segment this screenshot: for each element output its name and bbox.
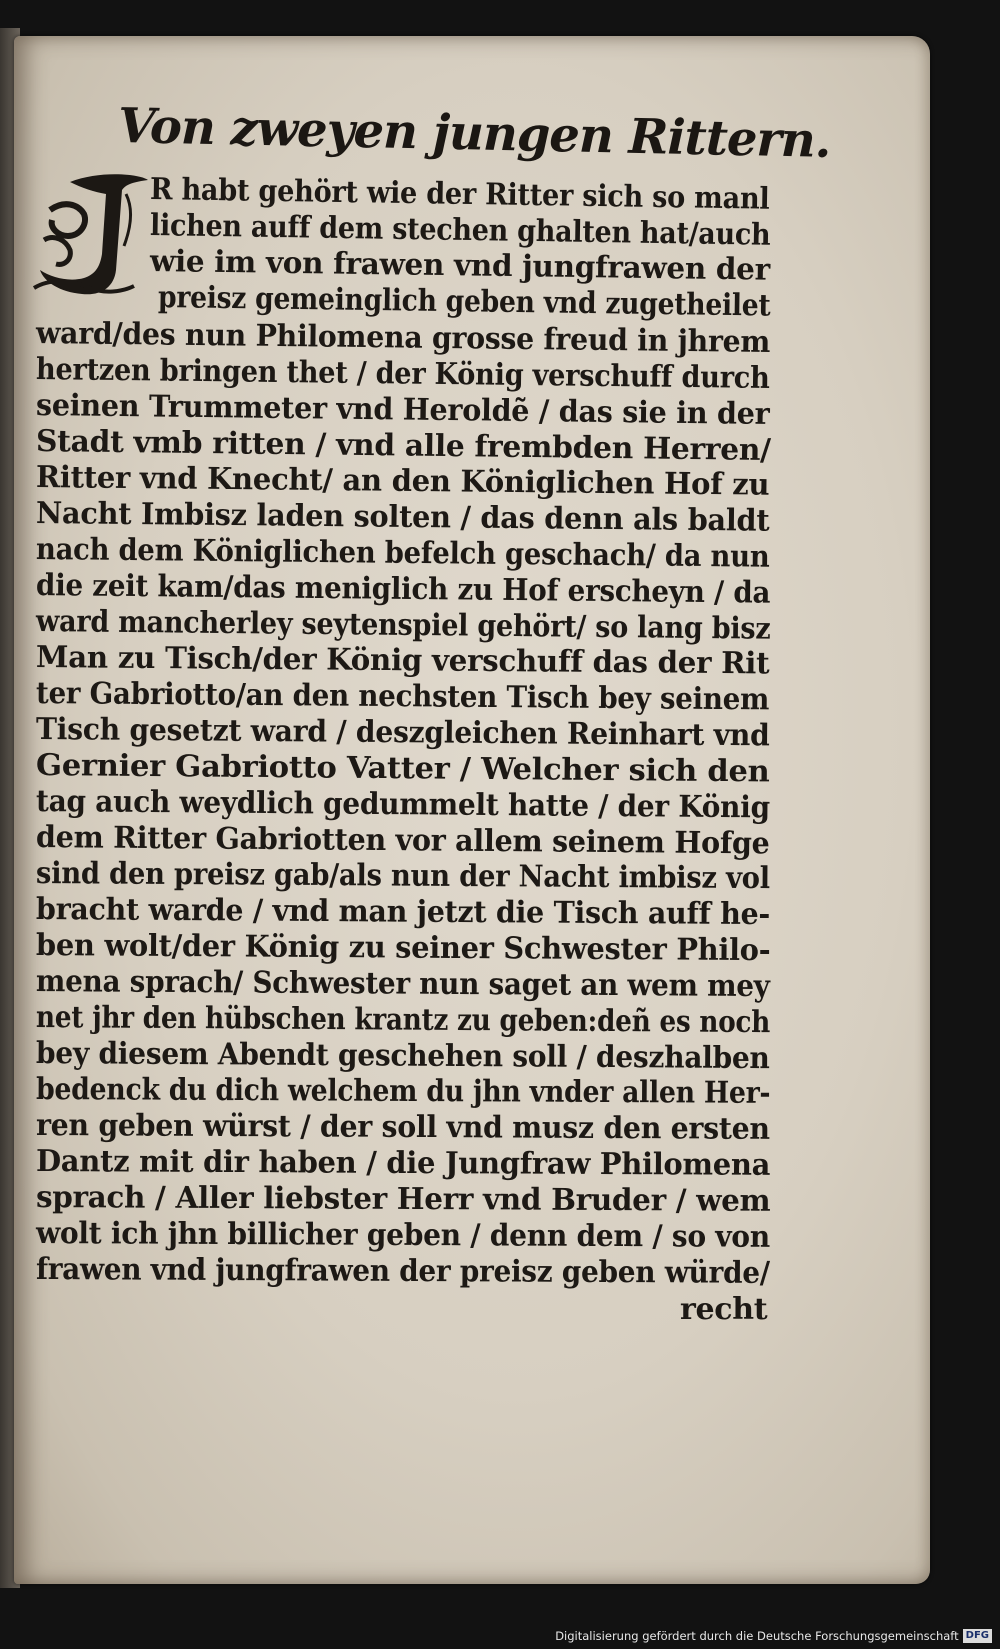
text-line: hertzen bringen thet / der König verschuff durch <box>35 352 770 396</box>
dfg-logo: DFG <box>963 1629 992 1643</box>
text-line: seinen Trummeter vnd Heroldẽ / das sie in der <box>35 388 770 432</box>
text-line: bracht warde / vnd man jetzt die Tisch auff he- <box>35 892 771 933</box>
chapter-heading: Von zweyen jungen Rittern. <box>117 98 831 169</box>
text-line: lichen auff dem stechen ghalten hat/auch <box>149 208 771 253</box>
text-line: bedenck du dich welchem du jhn vnder allen Her- <box>35 1072 771 1111</box>
text-line: Dantz mit dir haben / die Jungfraw Philomena <box>35 1144 771 1183</box>
text-line: bey diesem Abendt geschehen soll / deszhalben <box>35 1036 770 1077</box>
text-line: wie im von frawen vnd jungfrawen der <box>149 244 771 288</box>
text-line: sind den preisz gab/als nun der Nacht imbisz vol <box>35 856 770 897</box>
text-line: ward/des nun Philomena grosse freud in jhrem <box>35 316 771 360</box>
text-line: preisz gemeinglich geben vnd zugetheilet <box>157 280 771 324</box>
text-line: Tisch gesetzt ward / deszgleichen Reinhart vnd <box>35 712 770 754</box>
text-line: die zeit kam/das meniglich zu Hof erscheyn / da <box>35 568 771 611</box>
text-line: Ritter vnd Knecht/ an den Königlichen Hof zu <box>35 460 770 503</box>
text-line: ter Gabriotto/an den nechsten Tisch bey seinem <box>35 676 770 718</box>
text-line: ward mancherley seytenspiel gehört/ so lang bisz <box>35 604 771 647</box>
text-line: dem Ritter Gabriotten vor allem seinem Hofge <box>35 820 770 862</box>
text-line: ben wolt/der König zu seiner Schwester Philo- <box>35 928 771 969</box>
text-line: Man zu Tisch/der König verschuff das der Rit <box>35 640 770 682</box>
text-line: sprach / Aller liebster Herr vnd Bruder / wem <box>35 1180 771 1219</box>
catchword: recht <box>680 1292 768 1327</box>
text-line: ren geben würst / der soll vnd musz den ersten <box>35 1108 770 1147</box>
text-line: net jhr den hübschen krantz zu geben:deñ es noch <box>35 1000 771 1041</box>
text-line: frawen vnd jungfrawen der preisz geben würde/ <box>35 1252 770 1291</box>
text-line: nach dem Königlichen befelch geschach/ da nun <box>35 532 770 575</box>
text-line: Nacht Imbisz laden solten / das denn als baldt <box>35 496 770 539</box>
text-line: Gernier Gabriotto Vatter / Welcher sich den <box>35 748 770 790</box>
footer-text: Digitalisierung gefördert durch die Deutsche Forschungsgemeinschaft <box>555 1629 959 1643</box>
text-line: mena sprach/ Schwester nun saget an wem mey <box>35 964 770 1005</box>
text-line: wolt ich jhn billicher geben / denn dem / so von <box>35 1216 771 1255</box>
text-line: Stadt vmb ritten / vnd alle frembden Herren/ <box>35 424 771 468</box>
footer-credit <box>555 1627 992 1645</box>
text-line: R habt gehört wie der Ritter sich so manl <box>149 172 770 217</box>
text-line: tag auch weydlich gedummelt hatte / der König <box>35 784 771 826</box>
